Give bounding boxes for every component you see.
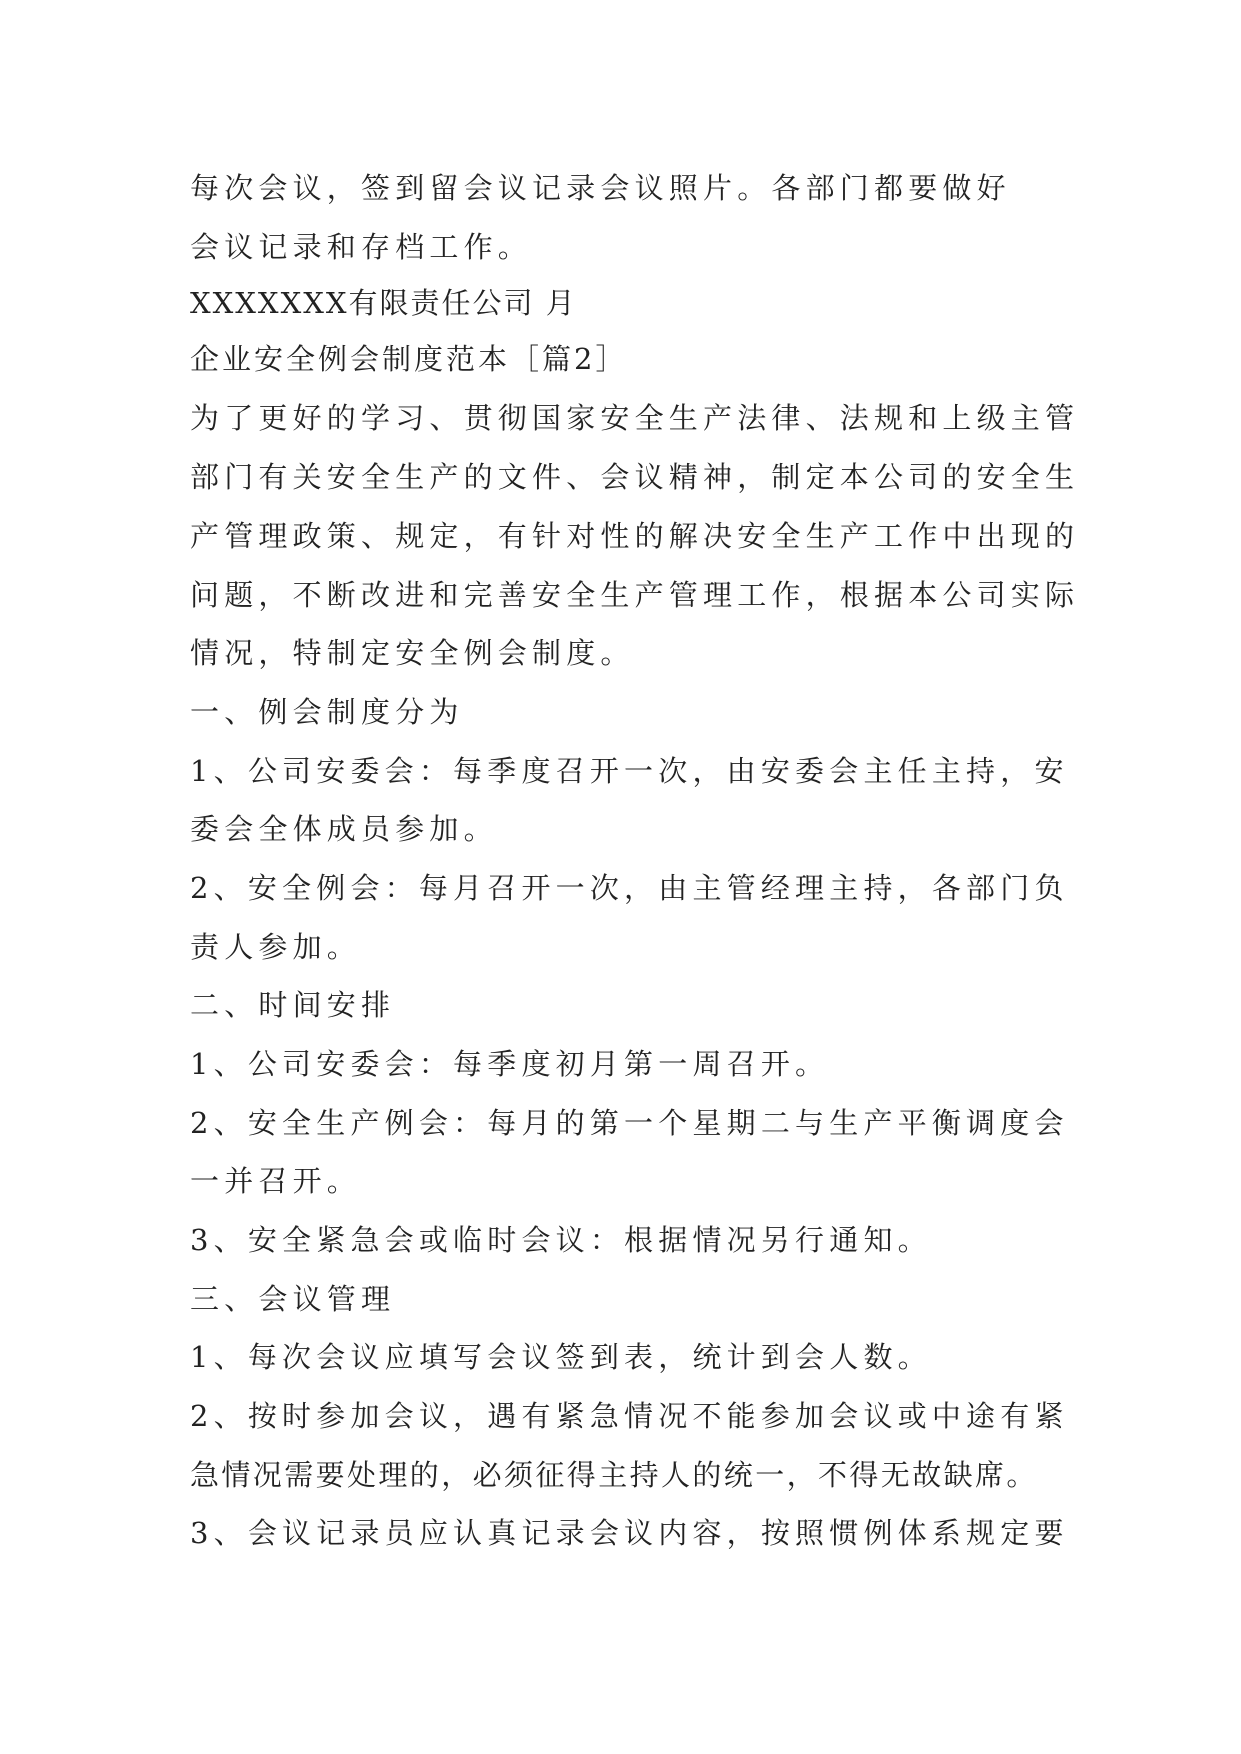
company-signature-line: XXXXXXX有限责任公司 月 xyxy=(190,286,577,320)
text-line: 会议记录和存档工作。 xyxy=(190,230,533,264)
text-line: 1、每次会议应填写会议签到表，统计到会人数。 xyxy=(190,1340,932,1374)
heading-line: 一、例会制度分为 xyxy=(190,695,464,729)
text-line: 情况，特制定安全例会制度。 xyxy=(190,636,635,670)
text-line: 责人参加。 xyxy=(190,930,362,964)
text-line: 部门有关安全生产的文件、会议精神，制定本公司的安全生 xyxy=(190,460,1080,494)
text-line: 1、公司安委会：每季度召开一次，由安委会主任主持，安 xyxy=(190,754,1069,788)
heading-line: 三、会议管理 xyxy=(190,1282,396,1316)
text-line: 1、公司安委会：每季度初月第一周召开。 xyxy=(190,1047,830,1081)
text-line: 2、安全生产例会：每月的第一个星期二与生产平衡调度会 xyxy=(190,1106,1069,1140)
text-line: 委会全体成员参加。 xyxy=(190,812,498,846)
text-line: 2、按时参加会议，遇有紧急情况不能参加会议或中途有紧 xyxy=(190,1399,1069,1433)
text-line: 为了更好的学习、贯彻国家安全生产法律、法规和上级主管 xyxy=(190,401,1080,435)
text-line: 一并召开。 xyxy=(190,1164,362,1198)
text-line: 3、会议记录员应认真记录会议内容，按照惯例体系规定要 xyxy=(190,1516,1069,1550)
text-line: 2、安全例会：每月召开一次，由主管经理主持，各部门负 xyxy=(190,871,1069,905)
text-line: 问题，不断改进和完善安全生产管理工作，根据本公司实际 xyxy=(190,578,1080,612)
text-line: 急情况需要处理的，必须征得主持人的统一，不得无故缺席。 xyxy=(190,1458,1038,1492)
heading-line: 二、时间安排 xyxy=(190,988,396,1022)
text-line: 产管理政策、规定，有针对性的解决安全生产工作中出现的 xyxy=(190,519,1080,553)
text-line: 3、安全紧急会或临时会议：根据情况另行通知。 xyxy=(190,1223,932,1257)
section-title: 企业安全例会制度范本［篇2］ xyxy=(190,342,628,376)
text-line: 每次会议，签到留会议记录会议照片。各部门都要做好 xyxy=(190,171,1011,205)
